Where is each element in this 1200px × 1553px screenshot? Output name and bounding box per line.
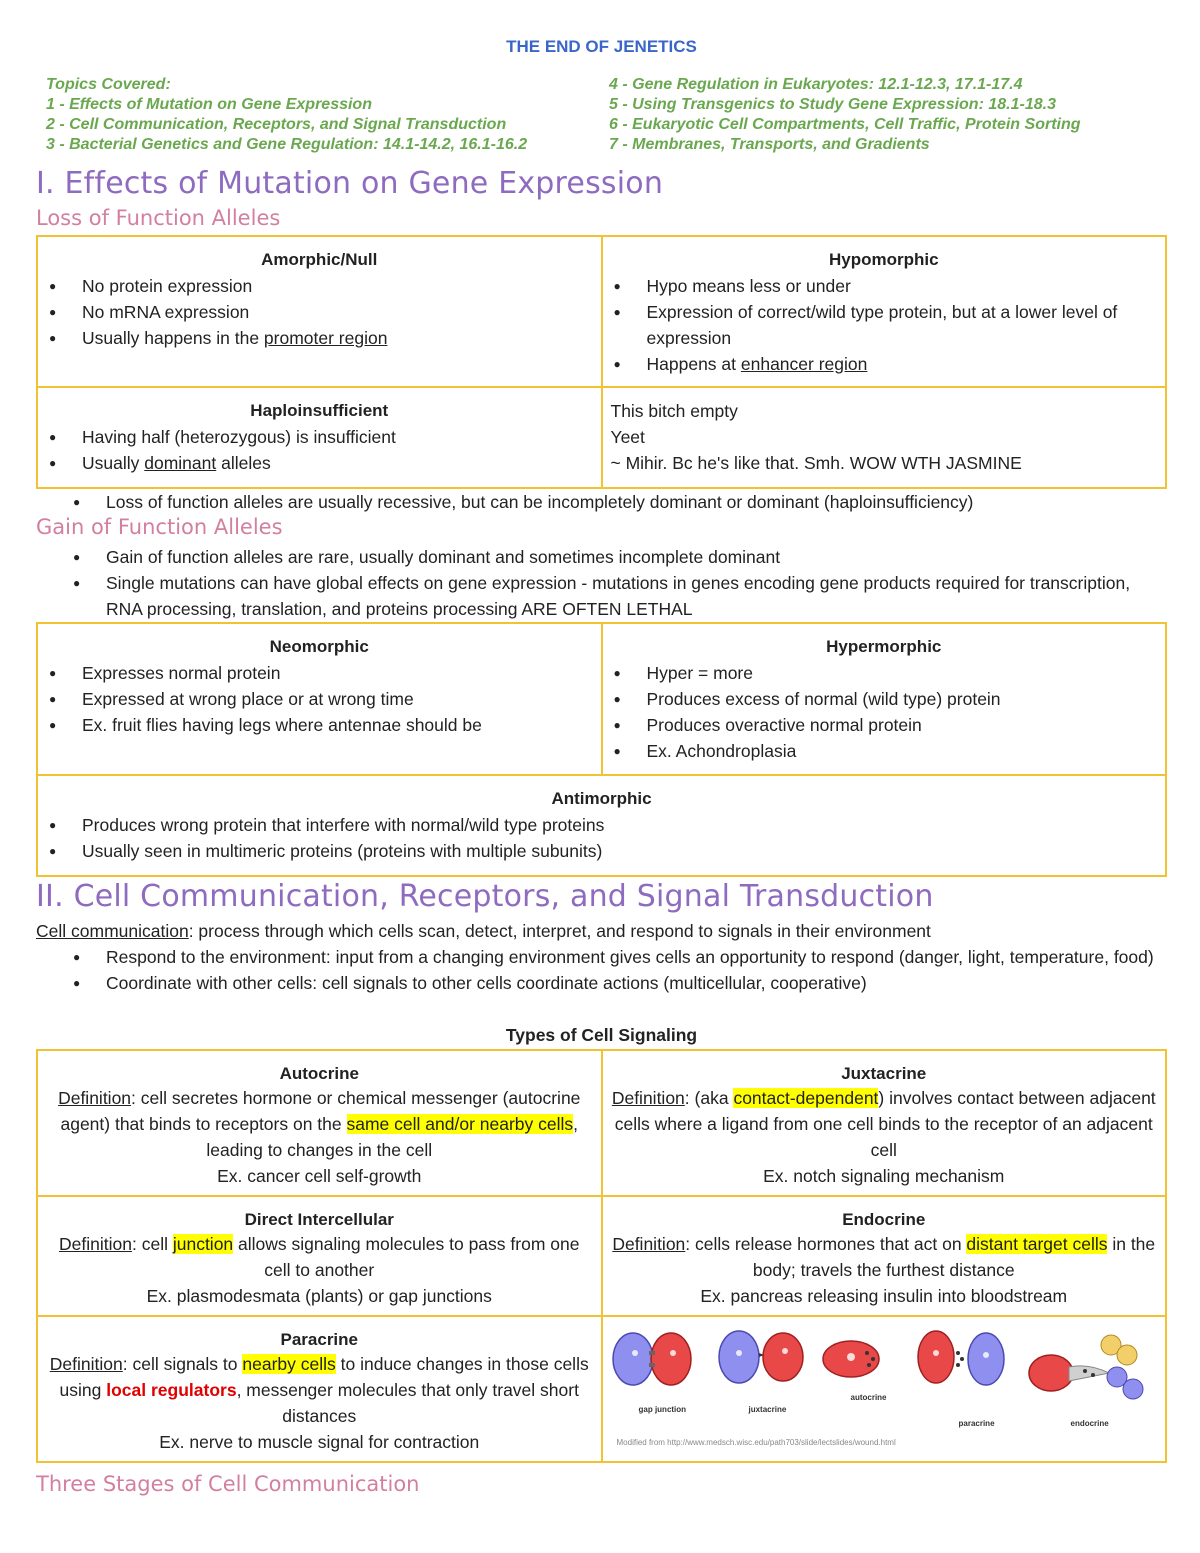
cell-title: Amorphic/Null xyxy=(261,250,378,269)
highlighted-text: distant target cells xyxy=(966,1234,1108,1254)
juxtacrine-cell: Juxtacrine Definition: (aka contact-dependent) involves contact between adjacent cells where a ligand from one cell binds to the receptor of an adjacent cell Ex. notch signaling mechanism xyxy=(602,1050,1167,1196)
figure-label: juxtacrine xyxy=(748,1405,787,1414)
cell-communication-definition: Cell communication: process through which cells scan, detect, interpret, and respond to signals in their environment ● Respond to the environment: input from a changing environment gives cells an opportunity to respond (danger, light, temperature, food) ● Coordinate with other cells: cell signals to other cells coordinate actions (multicellular, cooperative) xyxy=(36,918,1167,996)
note-line: Yeet xyxy=(610,427,645,447)
cell-title: Paracrine xyxy=(280,1330,358,1349)
list-item: ● Having half (heterozygous) is insufficient xyxy=(46,424,593,450)
cell-title: Juxtacrine xyxy=(841,1064,927,1083)
list-item: ● Expressed at wrong place or at wrong time xyxy=(46,686,593,712)
list-item: ● Produces overactive normal protein xyxy=(611,712,1158,738)
notes-cell xyxy=(602,387,1167,488)
list-item: ● Coordinate with other cells: cell signals to other cells coordinate actions (multicellular, cooperative) xyxy=(36,970,1167,996)
definition-term: Cell communication xyxy=(36,921,189,941)
highlighted-text: junction xyxy=(172,1234,234,1254)
cell-title: Hypermorphic xyxy=(826,637,942,656)
topic-item: 1 - Effects of Mutation on Gene Expression xyxy=(46,96,372,113)
hypermorphic-cell xyxy=(602,623,1167,775)
gain-notes xyxy=(36,544,1167,622)
list-item: ● Single mutations can have global effects on gene expression - mutations in genes encoding gene products required for transcription, RNA processing, translation, and proteins processing ARE OFTEN LETHAL xyxy=(36,570,1167,622)
list-item: ● Expression of correct/wild type protein, but at a lower level of expression xyxy=(611,299,1158,351)
list-item: ● No mRNA expression xyxy=(46,299,593,325)
example-text: Ex. notch signaling mechanism xyxy=(763,1166,1005,1186)
document-title: THE END OF JENETICS xyxy=(506,37,697,56)
table-title: Types of Cell Signaling xyxy=(505,1025,698,1045)
list-item: ● Ex. fruit flies having legs where antennae should be xyxy=(46,712,593,738)
endocrine-illustration xyxy=(1029,1335,1143,1399)
topic-item: 3 - Bacterial Genetics and Gene Regulation: 14.1-14.2, 16.1-16.2 xyxy=(46,136,528,153)
note-line: This bitch empty xyxy=(610,401,738,421)
highlighted-text: nearby cells xyxy=(242,1354,336,1374)
list-item: ● Gain of function alleles are rare, usually dominant and sometimes incomplete dominant xyxy=(36,544,1167,570)
haploinsufficient-cell xyxy=(37,387,602,488)
definition-label: Definition xyxy=(611,1088,685,1108)
antimorphic-cell xyxy=(37,775,1166,876)
list-item: ● No protein expression xyxy=(46,273,593,299)
list-item: ● Ex. Achondroplasia xyxy=(611,738,1158,764)
signaling-types-figure xyxy=(611,1323,1160,1447)
subsection-heading: Loss of Function Alleles xyxy=(36,206,281,230)
note-line: ~ Mihir. Bc he's like that. Smh. WOW WTH JASMINE xyxy=(610,453,1022,473)
autocrine-illustration xyxy=(823,1341,879,1377)
topic-item: 2 - Cell Communication, Receptors, and Signal Transduction xyxy=(46,116,507,133)
topic-item: 4 - Gene Regulation in Eukaryotes: 12.1-12.3, 17.1-17.4 xyxy=(609,76,1023,93)
gain-of-function-table xyxy=(36,622,1167,877)
underlined-term: promoter region xyxy=(263,328,388,348)
example-text: Ex. plasmodesmata (plants) or gap junctions xyxy=(146,1286,492,1306)
list-item: ● Hypo means less or under xyxy=(611,273,1158,299)
topic-item: 6 - Eukaryotic Cell Compartments, Cell Traffic, Protein Sorting xyxy=(609,116,1081,133)
cell-title: Direct Intercellular xyxy=(244,1210,394,1229)
subsection-heading: Gain of Function Alleles xyxy=(36,515,283,539)
highlighted-text: same cell and/or nearby cells xyxy=(346,1114,574,1134)
amorphic-cell xyxy=(37,236,602,387)
list-item: ● Hyper = more xyxy=(611,660,1158,686)
loss-of-function-table xyxy=(36,235,1167,489)
endocrine-cell: Endocrine Definition: cells release hormones that act on distant target cells in the body; travels the furthest distance Ex. pancreas releasing insulin into bloodstream xyxy=(602,1196,1167,1316)
hypomorphic-cell xyxy=(602,236,1167,387)
list-item: ● Happens at enhancer region xyxy=(611,351,1158,377)
figure-label: gap junction xyxy=(638,1405,687,1414)
red-bold-text: local regulators xyxy=(106,1380,237,1400)
cell-title: Neomorphic xyxy=(269,637,369,656)
cell-title: Endocrine xyxy=(842,1210,926,1229)
autocrine-cell: Autocrine Definition: cell secretes hormone or chemical messenger (autocrine agent) that binds to receptors on the same cell and/or nearby cells, leading to changes in the cell Ex. cancer cell self-growth xyxy=(37,1050,602,1196)
list-item: ● Usually dominant alleles xyxy=(46,450,593,476)
list-item: ● Usually seen in multimeric proteins (proteins with multiple subunits) xyxy=(46,838,1157,864)
underlined-term: enhancer region xyxy=(740,354,868,374)
figure-label: paracrine xyxy=(958,1419,995,1428)
list-item: ● Expresses normal protein xyxy=(46,660,593,686)
cell-title: Antimorphic xyxy=(551,789,652,808)
example-text: Ex. nerve to muscle signal for contraction xyxy=(159,1432,480,1452)
list-item: ● Produces excess of normal (wild type) protein xyxy=(611,686,1158,712)
neomorphic-cell xyxy=(37,623,602,775)
loss-note xyxy=(36,489,1167,515)
subsection-heading: Three Stages of Cell Communication xyxy=(36,1472,420,1496)
definition-label: Definition xyxy=(58,1088,132,1108)
topic-item: 7 - Membranes, Transports, and Gradients xyxy=(609,136,930,153)
gap-junction-illustration xyxy=(613,1333,691,1385)
definition-label: Definition xyxy=(612,1234,686,1254)
juxtacrine-illustration xyxy=(719,1331,803,1383)
figure-source: Modified from http://www.medsch.wisc.edu/path703/slide/lectslides/wound.html xyxy=(616,1438,896,1447)
list-item: ● Usually happens in the promoter region xyxy=(46,325,593,351)
definition-label: Definition xyxy=(49,1354,123,1374)
cell-title: Haploinsufficient xyxy=(250,401,389,420)
paracrine-illustration xyxy=(918,1331,1004,1385)
highlighted-text: contact-dependent xyxy=(733,1088,879,1108)
topics-heading: Topics Covered: xyxy=(46,76,171,93)
signaling-figure-cell xyxy=(602,1316,1167,1462)
cell-title: Hypomorphic xyxy=(828,250,939,269)
figure-label: autocrine xyxy=(850,1393,887,1402)
list-item: ● Loss of function alleles are usually recessive, but can be incompletely dominant or dominant (haploinsufficiency) xyxy=(36,489,1167,515)
list-item: ● Produces wrong protein that interfere with normal/wild type proteins xyxy=(46,812,1157,838)
list-item: ● Respond to the environment: input from a changing environment gives cells an opportunity to respond (danger, light, temperature, food) xyxy=(36,944,1167,970)
underlined-term: dominant xyxy=(144,453,217,473)
cell-signaling-table xyxy=(36,1049,1167,1463)
direct-intercellular-cell: Direct Intercellular Definition: cell junction allows signaling molecules to pass from one cell to another Ex. plasmodesmata (plants) or gap junctions xyxy=(37,1196,602,1316)
figure-label: endocrine xyxy=(1070,1419,1109,1428)
example-text: Ex. pancreas releasing insulin into bloodstream xyxy=(700,1286,1068,1306)
example-text: Ex. cancer cell self-growth xyxy=(217,1166,422,1186)
paracrine-cell: Paracrine Definition: cell signals to nearby cells to induce changes in those cells using local regulators, messenger molecules that only travel short distances Ex. nerve to muscle signal for contraction xyxy=(37,1316,602,1462)
topic-item: 5 - Using Transgenics to Study Gene Expression: 18.1-18.3 xyxy=(609,96,1056,113)
section-heading: I. Effects of Mutation on Gene Expression xyxy=(36,166,664,201)
definition-label: Definition xyxy=(59,1234,132,1254)
cell-title: Autocrine xyxy=(279,1064,359,1083)
section-heading: II. Cell Communication, Receptors, and Signal Transduction xyxy=(36,879,934,914)
